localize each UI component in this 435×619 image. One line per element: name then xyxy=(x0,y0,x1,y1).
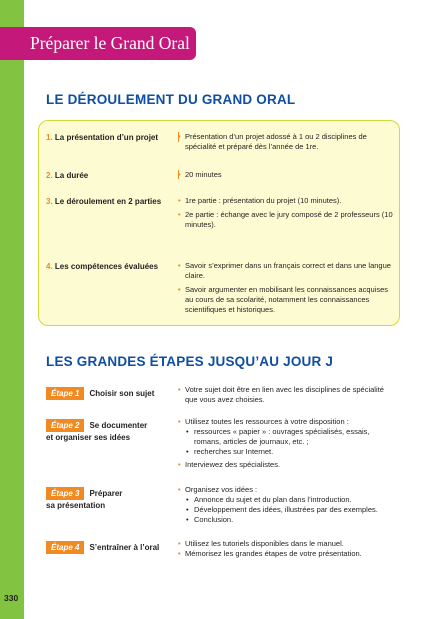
row-desc-item: • 20 minutes xyxy=(178,170,222,179)
section-title-deroulement: LE DÉROULEMENT DU GRAND ORAL xyxy=(46,92,296,107)
step-item: • Organisez vos idées : xyxy=(178,485,258,494)
step-item: • Mémorisez les grandes étapes de votre présentation. xyxy=(178,549,362,558)
row-number: 2. xyxy=(46,171,53,180)
row-desc-item: • Présentation d’un projet adossé à 1 ou 2 disciplines de spécialité et préparé dès l’année de 1re. xyxy=(178,132,367,151)
row-desc-1 xyxy=(178,132,393,156)
step-label: S’entraîner à l’oral xyxy=(89,543,160,552)
row-label-text: Le déroulement en 2 parties xyxy=(54,197,162,206)
row-label-text: La durée xyxy=(54,171,89,180)
step-item: • Utilisez toutes les ressources à votre disposition : xyxy=(178,417,349,426)
step-4 xyxy=(46,541,159,554)
step-item: • Utilisez les tutoriels disponibles dans le manuel. xyxy=(178,539,344,548)
step-tag: Étape 4 xyxy=(46,541,84,554)
row-number: 1. xyxy=(46,133,53,142)
row-desc-3 xyxy=(178,196,393,234)
step-label-line2: sa présentation xyxy=(46,501,106,510)
step-label: Choisir son sujet xyxy=(89,389,155,398)
step-item: • Interviewez des spécialistes. xyxy=(178,460,281,469)
step-subitem: • Annonce du sujet et du plan dans l’introduction. xyxy=(186,495,352,504)
row-desc-item: • 2e partie : échange avec le jury composé de 2 professeurs (10 minutes). xyxy=(178,210,393,229)
row-label-4 xyxy=(46,262,158,271)
row-label-2 xyxy=(46,171,88,180)
step-item: • Votre sujet doit être en lien avec les disciplines de spécialité que vous avez choisies. xyxy=(178,385,384,404)
step-subitem: • Conclusion. xyxy=(186,515,234,524)
section-title-etapes: LES GRANDES ÉTAPES JUSQU’AU JOUR J xyxy=(46,354,334,369)
step-tag: Étape 1 xyxy=(46,387,84,400)
step-label: Préparer xyxy=(89,489,123,498)
step-tag: Étape 2 xyxy=(46,419,84,432)
row-label-text: La présentation d’un projet xyxy=(54,133,159,142)
row-number: 3. xyxy=(46,197,53,206)
step-label: Se documenter xyxy=(89,421,148,430)
row-desc-4 xyxy=(178,261,393,319)
row-label-1 xyxy=(46,133,158,142)
step-desc-1 xyxy=(178,385,398,405)
step-subitem: • Développement des idées, illustrées par des exemples. xyxy=(186,505,378,514)
page-number: 330 xyxy=(4,593,19,603)
page-title: Préparer le Grand Oral xyxy=(0,27,196,60)
side-color-bar xyxy=(0,0,24,619)
row-label-3 xyxy=(46,197,161,206)
step-1 xyxy=(46,387,154,400)
row-number: 4. xyxy=(46,262,53,271)
step-subitem: • ressources « papier » : ouvrages spécialisés, essais, romans, articles de journaux, etc. ; xyxy=(186,427,370,446)
step-tag: Étape 3 xyxy=(46,487,84,500)
row-desc-item: • 1re partie : présentation du projet (10 minutes). xyxy=(178,196,342,205)
step-3 xyxy=(46,487,122,511)
row-desc-2 xyxy=(178,170,393,184)
step-desc-3 xyxy=(178,485,398,525)
row-desc-item: • Savoir s’exprimer dans un français correct et dans une langue claire. xyxy=(178,261,391,280)
step-desc-2 xyxy=(178,417,398,470)
step-desc-4 xyxy=(178,539,398,559)
step-subitem: • recherches sur Internet. xyxy=(186,447,274,456)
step-2 xyxy=(46,419,147,443)
row-label-text: Les compétences évaluées xyxy=(54,262,159,271)
row-desc-item: • Savoir argumenter en mobilisant les connaissances acquises au cours de sa scolarité, notamment les connaissances scientifiques et historiques. xyxy=(178,285,389,314)
step-label-line2: et organiser ses idées xyxy=(46,433,131,442)
